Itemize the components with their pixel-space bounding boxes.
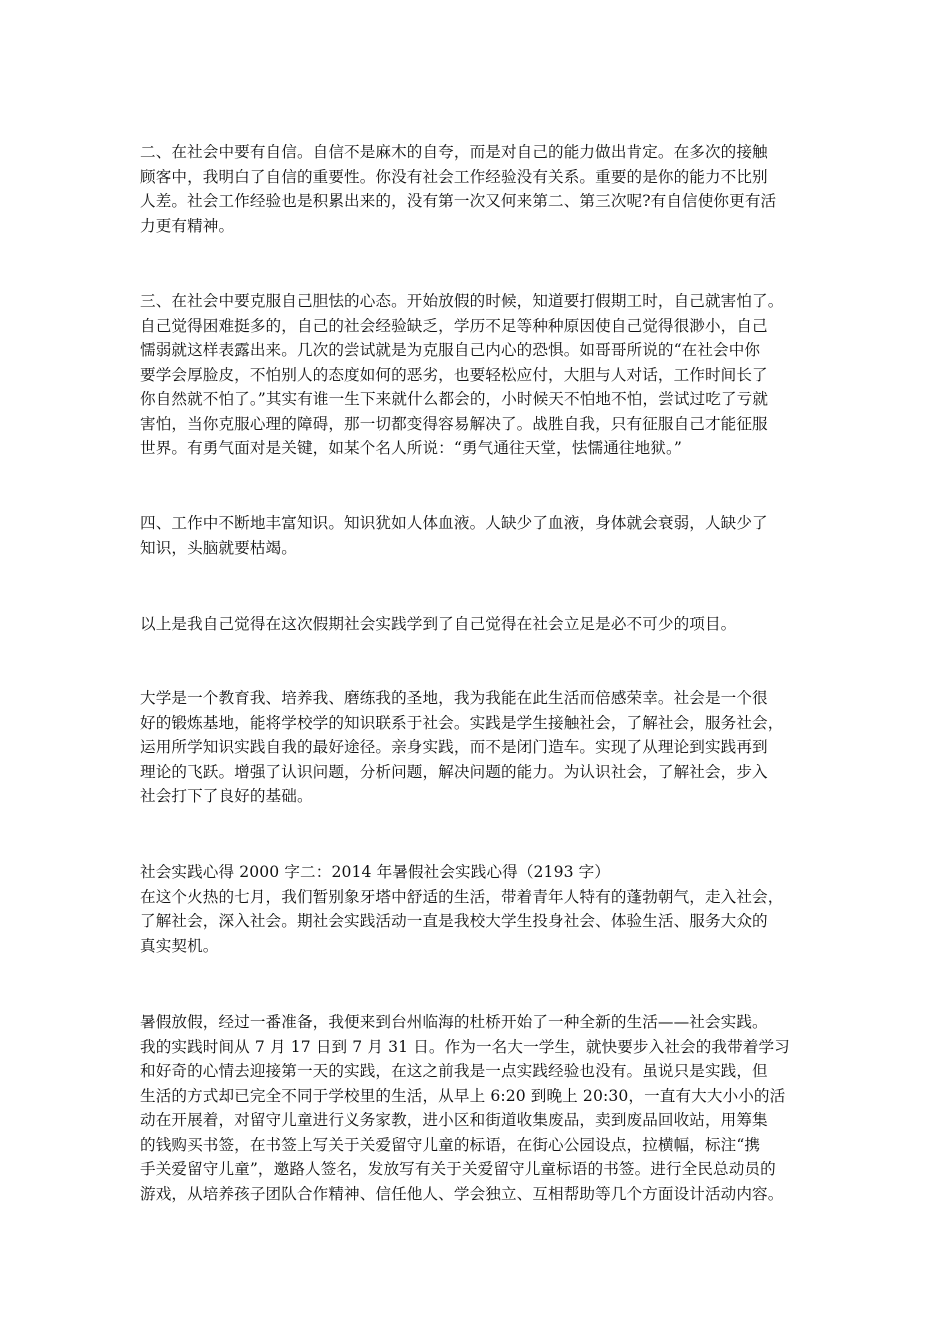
text-line: 的钱购买书签，在书签上写关于关爱留守儿童的标语，在街心公园设点，拉横幅，标注“携	[140, 1135, 761, 1154]
text-line: 了解社会，深入社会。期社会实践活动一直是我校大学生投身社会、体验生活、服务大众的	[140, 912, 768, 930]
text-line: 自己觉得困难挺多的，自己的社会经验缺乏，学历不足等种种原因使自己觉得很渺小，自己	[140, 316, 768, 335]
text-line: 二、在社会中要有自信。自信不是麻木的自夸，而是对自己的能力做出肯定。在多次的接触	[140, 143, 768, 161]
text-line: 力更有精神。	[140, 216, 235, 235]
text-line: 以上是我自己觉得在这次假期社会实践学到了自己觉得在社会立足是必不可少的项目。	[140, 615, 737, 633]
text-line: 人差。社会工作经验也是积累出来的，没有第一次又何来第二、第三次呢?有自信使你更有活	[140, 192, 777, 210]
text-line: 三、在社会中要克服自己胆怯的心态。开始放假的时候，知道要打假期工时，自己就害怕了。	[140, 292, 784, 310]
text-line: 手关爱留守儿童”，邀路人签名，发放写有关于关爱留守儿童标语的书签。进行全民总动员的	[140, 1160, 776, 1178]
text-line: 四、工作中不断地丰富知识。知识犹如人体血液。人缺少了血液，身体就会衰弱，人缺少了	[140, 514, 768, 532]
text-line: 害怕，当你克服心理的障碍，那一切都变得容易解决了。战胜自我，只有征服自己才能征服	[140, 414, 768, 433]
text-line: 社会打下了良好的基础。	[140, 787, 313, 805]
text-line: 懦弱就这样表露出来。几次的尝试就是为克服自己内心的恐惧。如哥哥所说的“在社会中你	[140, 341, 761, 359]
text-line: 游戏，从培养孩子团队合作精神、信任他人、学会独立、互相帮助等几个方面设计活动内容。	[140, 1184, 784, 1203]
text-line: 知识，头脑就要枯竭。	[140, 538, 297, 557]
para-second-essay	[140, 860, 812, 958]
text-line: 顾客中，我明白了自信的重要性。你没有社会工作经验没有关系。重要的是你的能力不比别	[140, 167, 768, 186]
text-line: 大学是一个教育我、培养我、磨练我的圣地，我为我能在此生活而倍感荣幸。社会是一个很	[140, 689, 768, 707]
text-line: 真实契机。	[140, 936, 219, 955]
para-summer-practice	[140, 1010, 812, 1206]
text-line: 在这个火热的七月，我们暂别象牙塔中舒适的生活，带着青年人特有的蓬勃朝气，走入社会，	[140, 887, 784, 906]
text-line: 运用所学知识实践自我的最好途径。亲身实践，而不是闭门造车。实现了从理论到实践再到	[140, 738, 768, 756]
text-line: 生活的方式却已完全不同于学校里的生活，从早上 6:20 到晚上 20:30，一直有大大小小的活	[140, 1086, 786, 1105]
text-line: 好的锻炼基地，能将学校学的知识联系于社会。实践是学生接触社会，了解社会，服务社会，	[140, 713, 784, 732]
para-knowledge	[140, 511, 812, 560]
text-line: 我的实践时间从 7 月 17 日到 7 月 31 日。作为一名大一学生，就快要步入社会的我带着学习	[140, 1037, 790, 1056]
text-line: 理论的飞跃。增强了认识问题，分析问题，解决问题的能力。为认识社会，了解社会，步入	[140, 762, 768, 781]
essay-heading: 社会实践心得 2000 字二：2014 年暑假社会实践心得（2193 字）	[140, 863, 611, 881]
para-overcome-timidity	[140, 289, 812, 461]
text-line: 暑假放假，经过一番准备，我便来到台州临海的杜桥开始了一种全新的生活——社会实践。	[140, 1013, 768, 1031]
para-university	[140, 686, 812, 809]
text-line: 世界。有勇气面对是关键，如某个名人所说：“勇气通往天堂，怯懦通往地狱。”	[140, 439, 682, 457]
text-line: 你自然就不怕了。”其实有谁一生下来就什么都会的，小时候天不怕地不怕，尝试过吃了亏就	[140, 390, 769, 408]
para-summary	[140, 612, 812, 637]
text-line: 要学会厚脸皮，不怕别人的态度如何的恶劣，也要轻松应付，大胆与人对话，工作时间长了	[140, 365, 768, 384]
text-line: 和好奇的心情去迎接第一天的实践，在这之前我是一点实践经验也没有。虽说只是实践，但	[140, 1062, 768, 1080]
para-confidence	[140, 140, 812, 238]
text-line: 动在开展着，对留守儿童进行义务家教，进小区和街道收集废品，卖到废品回收站，用筹集	[140, 1111, 768, 1129]
